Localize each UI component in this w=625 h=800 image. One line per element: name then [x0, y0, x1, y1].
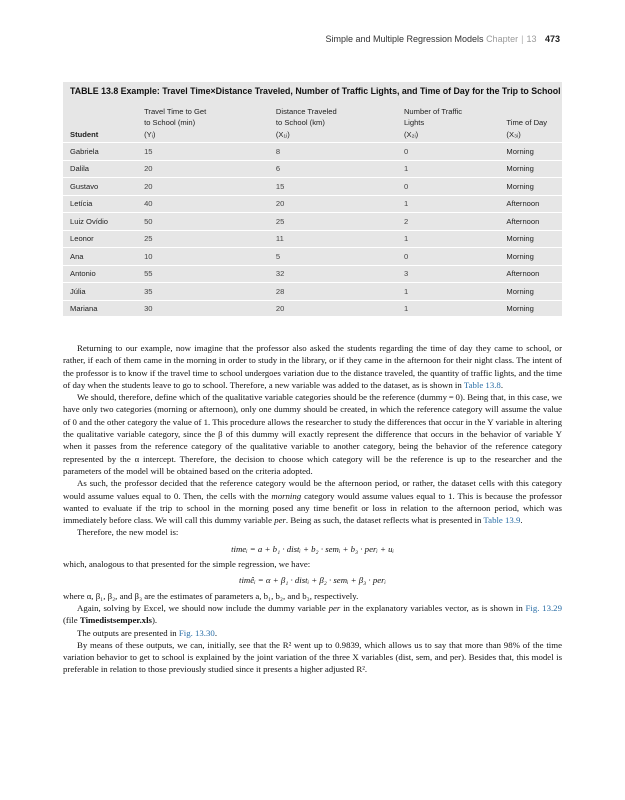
- table-cell: 1: [404, 300, 506, 317]
- table-cell: Ana: [63, 248, 144, 266]
- table-cell: 2: [404, 213, 506, 231]
- header-travel-time: Travel Time to Get to School (min) (Yᵢ): [144, 106, 207, 139]
- p3-var: per: [274, 515, 286, 526]
- table-13-9-link[interactable]: Table 13.9: [483, 515, 521, 526]
- table-cell: Leonor: [63, 230, 144, 248]
- p1-text: Returning to our example, now imagine that the professor also asked the students regarding the time of day they came to school, or rather, if each of them came in the morning in order to study in the library, or if they came in the afternoon for their night class. The intent of the professor is to know if the travel time to school undergoes variation due to the distance traveled, the quantity of traffic lights, and the time of day when the students leave to go to school. Therefore, a new variable was added to the dataset, as is shown in: [63, 343, 562, 390]
- running-header: [325, 34, 560, 44]
- p3-text-a: As such, the professor decided that the reference category would be the afternoon period, or rather, the dataset cells with this category would assume values equal to 0. Then, the cells with the: [63, 478, 562, 501]
- paragraph-1: [63, 342, 562, 391]
- p7-text-d: ).: [151, 615, 158, 626]
- p7-var: per: [328, 602, 341, 613]
- table-cell: Gabriela: [63, 143, 144, 161]
- table-row: [63, 300, 562, 317]
- table-cell: Letícia: [63, 195, 144, 213]
- fig-13-30-link[interactable]: Fig. 13.30: [178, 627, 215, 638]
- table-cell: 20: [144, 160, 276, 178]
- table-cell: Júlia: [63, 283, 144, 301]
- table-cell: 35: [144, 283, 276, 301]
- header-student: Student: [70, 129, 99, 139]
- table-cell: 25: [144, 230, 276, 248]
- chapter-number: 13: [526, 34, 537, 44]
- p3-italic: morning: [271, 490, 302, 501]
- p8-end: .: [214, 627, 218, 638]
- table-cell: 5: [276, 248, 404, 266]
- header-divider: |: [521, 34, 524, 44]
- table-cell: 15: [276, 178, 404, 196]
- table-cell: 1: [404, 160, 506, 178]
- table-cell: Luiz Ovídio: [63, 213, 144, 231]
- table-13-8-link[interactable]: Table 13.8: [463, 379, 501, 390]
- equation-2: timêᵢ = α + β₁ · distᵢ + β₂ · semᵢ + β₃ · perᵢ: [239, 575, 386, 586]
- table-cell: 0: [404, 143, 506, 161]
- table-cell: Afternoon: [506, 265, 562, 283]
- p7-text-b: in the explanatory variables vector, as is shown in: [343, 602, 523, 613]
- data-table: [63, 101, 562, 317]
- table-cell: 20: [276, 195, 404, 213]
- table-cell: Morning: [506, 160, 562, 178]
- p7-text-c: (file: [63, 615, 78, 626]
- fig-13-29-link[interactable]: Fig. 13.29: [525, 602, 562, 613]
- paragraph-8: [63, 627, 562, 639]
- table-cell: 55: [144, 265, 276, 283]
- file-name: Timedistsemper.xls: [79, 615, 152, 626]
- table-cell: 11: [276, 230, 404, 248]
- table-13-8: [63, 82, 562, 316]
- table-caption: TABLE 13.8 Example: Travel Time×Distance Traveled, Number of Traffic Lights, and Time of Day for the Trip to School: [70, 86, 561, 96]
- table-cell: Morning: [506, 143, 562, 161]
- table-row: [63, 265, 562, 283]
- table-cell: Dalila: [63, 160, 144, 178]
- table-cell: 1: [404, 283, 506, 301]
- chapter-label: Chapter: [486, 34, 519, 44]
- table-cell: Morning: [506, 283, 562, 301]
- paragraph-2: We should, therefore, define which of the qualitative variable categories should be the reference (dummy = 0). Being that, in this case, we have only two categories (morning or afternoon), only one dummy should be created, in which the reference category will assume the value of 0 and the other category the value of 1. This procedure allows the researcher to study the differences that occur in the Y variable in altering the qualitative variable category, since the β of this dummy will exactly represent the difference that occurs in the behavior of variable Y when it passes from the reference category of the qualitative variable to another category, being the behavior of the reference category represented by the α intercept. Therefore, the decision to choose which category will be the reference is up to the researcher and the parameters of the model will be obtained based on the criteria adopted.: [63, 392, 562, 476]
- table-header-row: [63, 101, 562, 143]
- header-traffic-lights: Number of Traffic Lights (X₂ᵢ): [403, 106, 463, 139]
- table-row: [63, 230, 562, 248]
- table-row: [63, 248, 562, 266]
- paragraph-7: [63, 602, 562, 627]
- table-cell: 0: [404, 248, 506, 266]
- header-time-of-day: Time of Day (X₃ᵢ): [506, 118, 548, 139]
- table-cell: Morning: [506, 300, 562, 317]
- paragraph-5: which, analogous to that presented for the simple regression, we have:: [63, 559, 311, 570]
- p3-text-c: . Being as such, the dataset reflects what is presented in: [285, 515, 482, 526]
- table-cell: 10: [144, 248, 276, 266]
- p3-end: .: [520, 515, 523, 526]
- table-cell: Antonio: [63, 265, 144, 283]
- table-cell: Gustavo: [63, 178, 144, 196]
- p8-text: The outputs are presented in: [77, 627, 177, 638]
- table-row: [63, 195, 562, 213]
- table-cell: 30: [144, 300, 276, 317]
- paragraph-9: By means of these outputs, we can, initially, see that the R² went up to 0.9839, which allows us to say that more than 98% of the time variation behavior to get to school is explained by the joint variation of the three X variables (dist, sem, and per). Besides that, this model is preferable in relation to those previously studied since it presents a higher adjusted R².: [63, 639, 562, 675]
- p7-text-a: Again, solving by Excel, we should now include the dummy variable: [77, 602, 326, 613]
- p1-end: .: [500, 379, 504, 390]
- table-cell: 15: [144, 143, 276, 161]
- table-cell: 32: [276, 265, 404, 283]
- table-cell: 20: [276, 300, 404, 317]
- table-row: [63, 178, 562, 196]
- table-cell: 28: [276, 283, 404, 301]
- running-title: Simple and Multiple Regression Models: [325, 34, 484, 44]
- table-cell: Morning: [506, 178, 562, 196]
- table-row: [63, 143, 562, 161]
- page-number: 473: [544, 34, 560, 44]
- table-cell: Morning: [506, 230, 562, 248]
- table-row: [63, 213, 562, 231]
- table-cell: 6: [276, 160, 404, 178]
- table-cell: 0: [404, 178, 506, 196]
- paragraph-4: Therefore, the new model is:: [77, 527, 179, 538]
- table-cell: 1: [404, 195, 506, 213]
- header-distance: Distance Traveled to School (km) (X₁ᵢ): [275, 106, 337, 139]
- paragraph-3: [63, 477, 562, 526]
- equation-1: timeᵢ = a + b₁ · distᵢ + b₂ · semᵢ + b₃ · perᵢ + uᵢ: [231, 543, 394, 554]
- table-cell: 20: [144, 178, 276, 196]
- table-cell: 50: [144, 213, 276, 231]
- table-cell: Afternoon: [506, 195, 562, 213]
- table-cell: Mariana: [63, 300, 144, 317]
- table-cell: 25: [276, 213, 404, 231]
- paragraph-6: where α, β₁, β₂, and β₃ are the estimates of parameters a, b₁, b₂, and b₃, respectively.: [63, 590, 359, 601]
- p3-text-b: category would assume values equal to 1. This is because the professor wanted to evaluate if the trip to school in the morning posed any time benefit or loss in relation to the afternoon period, which was immediately before class. We will call this dummy variable: [63, 490, 563, 526]
- table-cell: 1: [404, 230, 506, 248]
- table-cell: Morning: [506, 248, 562, 266]
- table-cell: 40: [144, 195, 276, 213]
- body-text: [63, 342, 562, 676]
- table-cell: 3: [404, 265, 506, 283]
- table-cell: 8: [276, 143, 404, 161]
- table-row: [63, 160, 562, 178]
- table-cell: Afternoon: [506, 213, 562, 231]
- table-row: [63, 283, 562, 301]
